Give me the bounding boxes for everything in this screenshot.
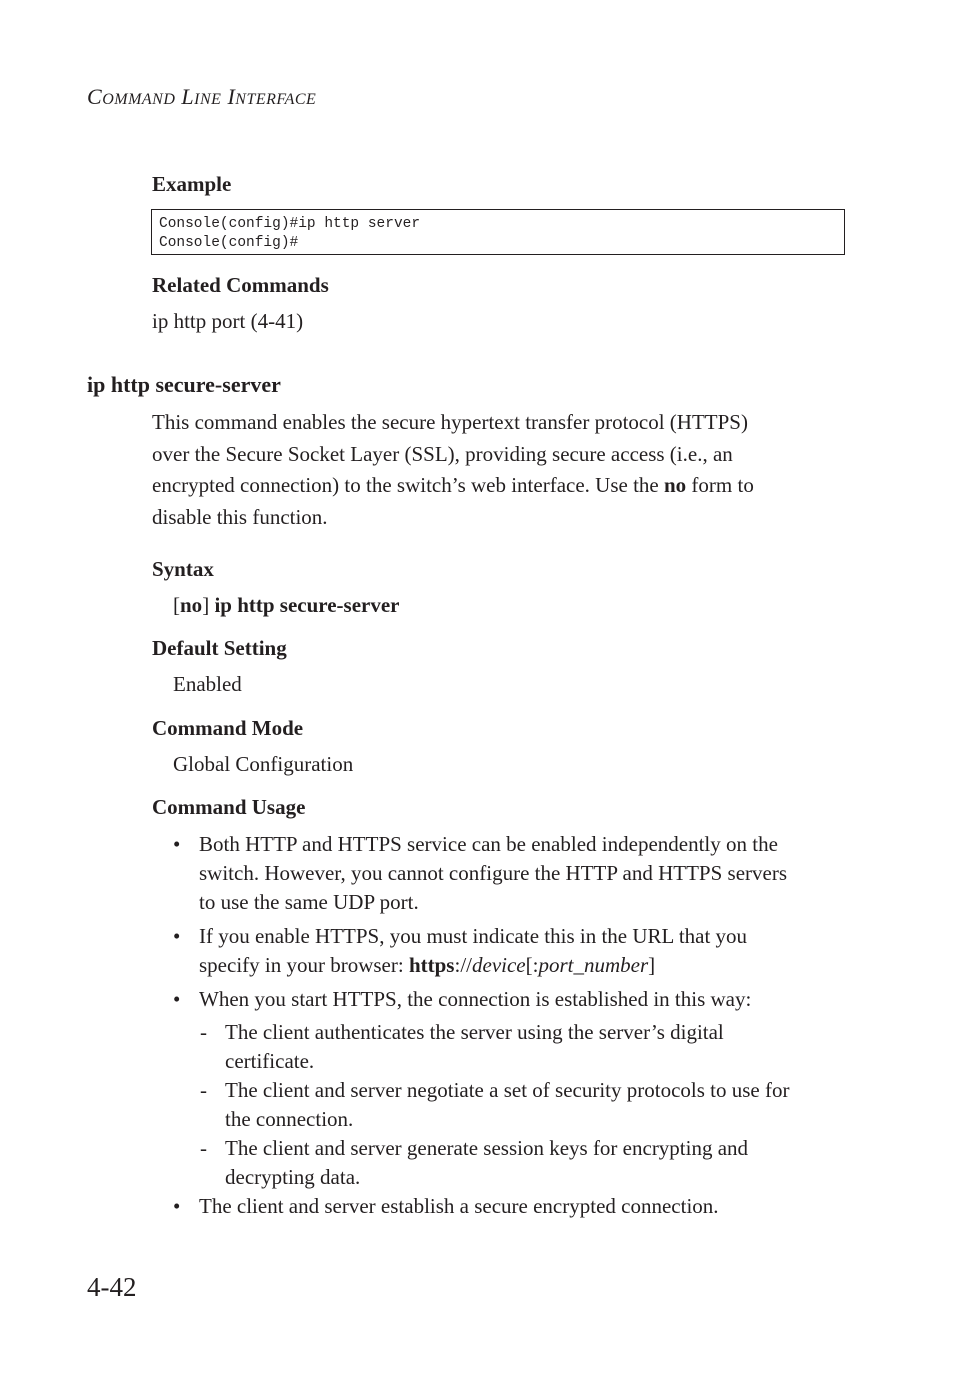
bullet-mark: • — [173, 987, 181, 1011]
related-commands-heading: Related Commands — [152, 273, 329, 297]
usage-subitem-1: The client authenticates the server using the server’s digital certificate. — [225, 1020, 724, 1073]
command-mode-heading: Command Mode — [152, 716, 304, 740]
running-header: COMMAND LINE INTERFACE — [87, 84, 317, 109]
code-example — [151, 209, 845, 255]
code-line: Console(config)# — [159, 235, 299, 251]
syntax-line: [no] ip http secure-server — [173, 593, 400, 617]
section-description: This command enables the secure hypertext transfer protocol (HTTPS) over the Secure Socket Layer (SSL), providing secure access (i.e., an encrypted connection) to the switch’s web interface. Use the no form to disable this function. — [152, 410, 754, 529]
usage-subitem-2: The client and server negotiate a set of security protocols to use for the connection. — [225, 1078, 790, 1131]
command-usage-heading: Command Usage — [152, 795, 306, 819]
bullet-mark: • — [173, 832, 181, 856]
command-mode-value: Global Configuration — [173, 752, 354, 776]
dash-mark: - — [200, 1020, 207, 1044]
default-setting-value: Enabled — [173, 672, 242, 696]
usage-item-2: If you enable HTTPS, you must indicate this in the URL that you specify in your browser: https://device[:port_number] — [199, 924, 748, 977]
bullet-mark: • — [173, 924, 181, 948]
default-setting-heading: Default Setting — [152, 636, 287, 660]
dash-mark: - — [200, 1078, 207, 1102]
usage-item-4: The client and server establish a secure encrypted connection. — [199, 1194, 719, 1218]
usage-item-1: Both HTTP and HTTPS service can be enabled independently on the switch. However, you cannot configure the HTTP and HTTPS servers to use the same UDP port. — [199, 832, 787, 914]
syntax-heading: Syntax — [152, 557, 214, 581]
related-command-link: ip http port (4-41) — [152, 309, 304, 333]
page-number: 4-42 — [87, 1272, 137, 1302]
code-line: Console(config)#ip http server — [159, 216, 421, 232]
section-title: ip http secure-server — [87, 372, 281, 397]
dash-mark: - — [200, 1136, 207, 1160]
example-heading: Example — [152, 172, 232, 196]
bullet-mark: • — [173, 1194, 181, 1218]
usage-item-3: When you start HTTPS, the connection is established in this way: — [199, 987, 752, 1011]
usage-subitem-3: The client and server generate session keys for encrypting and decrypting data. — [225, 1136, 749, 1189]
